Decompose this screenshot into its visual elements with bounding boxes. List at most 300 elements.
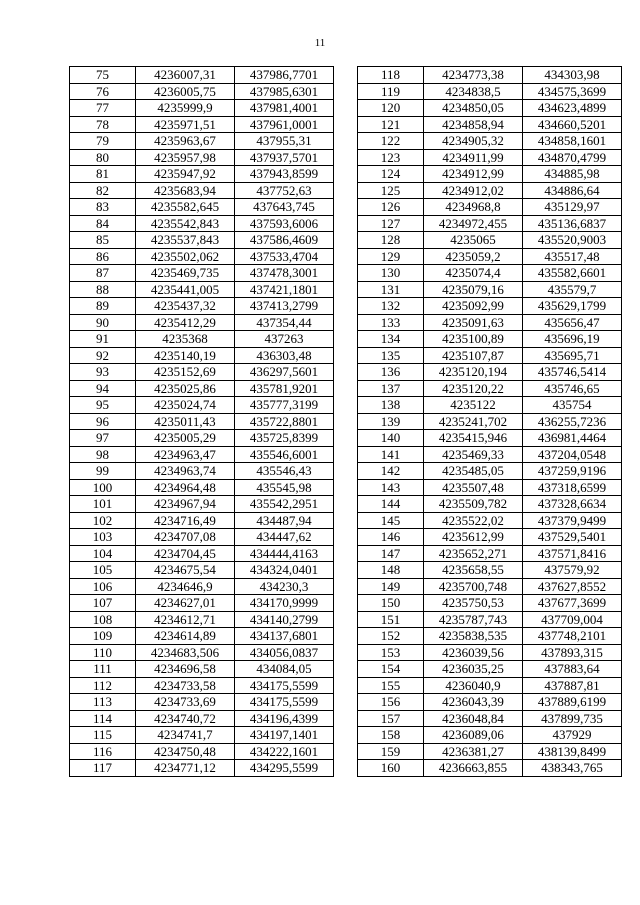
table-row <box>358 265 622 282</box>
y-coordinate-cell: 434137,6801 <box>235 628 334 645</box>
y-coordinate-cell: 437579,92 <box>523 562 622 579</box>
point-number-cell: 125 <box>358 182 424 199</box>
table-row <box>358 479 622 496</box>
point-number-cell: 118 <box>358 67 424 84</box>
point-number-cell: 97 <box>70 430 136 447</box>
point-number-cell: 156 <box>358 694 424 711</box>
y-coordinate-cell: 437354,44 <box>235 314 334 331</box>
point-number-cell: 140 <box>358 430 424 447</box>
table-row <box>358 529 622 546</box>
table-row <box>70 446 334 463</box>
point-number-cell: 151 <box>358 611 424 628</box>
y-coordinate-cell: 435754 <box>523 397 622 414</box>
y-coordinate-cell: 437529,5401 <box>523 529 622 546</box>
table-row <box>358 182 622 199</box>
point-number-cell: 139 <box>358 413 424 430</box>
point-number-cell: 113 <box>70 694 136 711</box>
point-number-cell: 126 <box>358 199 424 216</box>
table-row <box>358 347 622 364</box>
x-coordinate-cell: 4234773,38 <box>424 67 523 84</box>
x-coordinate-cell: 4235024,74 <box>136 397 235 414</box>
y-coordinate-cell: 434444,4163 <box>235 545 334 562</box>
table-row <box>70 496 334 513</box>
x-coordinate-cell: 4235787,743 <box>424 611 523 628</box>
table-row <box>358 463 622 480</box>
x-coordinate-cell: 4235750,53 <box>424 595 523 612</box>
x-coordinate-cell: 4236663,855 <box>424 760 523 777</box>
point-number-cell: 135 <box>358 347 424 364</box>
point-number-cell: 132 <box>358 298 424 315</box>
x-coordinate-cell: 4235658,55 <box>424 562 523 579</box>
x-coordinate-cell: 4234614,89 <box>136 628 235 645</box>
point-number-cell: 76 <box>70 83 136 100</box>
point-number-cell: 133 <box>358 314 424 331</box>
x-coordinate-cell: 4234905,32 <box>424 133 523 150</box>
table-row <box>358 397 622 414</box>
y-coordinate-cell: 437259,9196 <box>523 463 622 480</box>
y-coordinate-cell: 435781,9201 <box>235 380 334 397</box>
table-row <box>70 215 334 232</box>
point-number-cell: 119 <box>358 83 424 100</box>
y-coordinate-cell: 434886,64 <box>523 182 622 199</box>
y-coordinate-cell: 436255,7236 <box>523 413 622 430</box>
table-row <box>358 248 622 265</box>
point-number-cell: 138 <box>358 397 424 414</box>
y-coordinate-cell: 438343,765 <box>523 760 622 777</box>
table-row <box>70 545 334 562</box>
x-coordinate-cell: 4234850,05 <box>424 100 523 117</box>
x-coordinate-cell: 4235999,9 <box>136 100 235 117</box>
x-coordinate-cell: 4234771,12 <box>136 760 235 777</box>
y-coordinate-cell: 434885,98 <box>523 166 622 183</box>
table-row <box>358 83 622 100</box>
table-row <box>70 727 334 744</box>
point-number-cell: 93 <box>70 364 136 381</box>
table-row <box>358 413 622 430</box>
x-coordinate-cell: 4235100,89 <box>424 331 523 348</box>
y-coordinate-cell: 434084,05 <box>235 661 334 678</box>
y-coordinate-cell: 435545,98 <box>235 479 334 496</box>
point-number-cell: 121 <box>358 116 424 133</box>
table-row <box>70 595 334 612</box>
point-number-cell: 111 <box>70 661 136 678</box>
table-row <box>70 397 334 414</box>
point-number-cell: 148 <box>358 562 424 579</box>
x-coordinate-cell: 4235612,99 <box>424 529 523 546</box>
y-coordinate-cell: 434487,94 <box>235 512 334 529</box>
x-coordinate-cell: 4235437,32 <box>136 298 235 315</box>
y-coordinate-cell: 437961,0001 <box>235 116 334 133</box>
y-coordinate-cell: 434623,4899 <box>523 100 622 117</box>
x-coordinate-cell: 4234911,99 <box>424 149 523 166</box>
table-row <box>358 743 622 760</box>
point-number-cell: 142 <box>358 463 424 480</box>
point-number-cell: 105 <box>70 562 136 579</box>
y-coordinate-cell: 437937,5701 <box>235 149 334 166</box>
point-number-cell: 110 <box>70 644 136 661</box>
table-row <box>70 149 334 166</box>
x-coordinate-cell: 4234964,48 <box>136 479 235 496</box>
x-coordinate-cell: 4235412,29 <box>136 314 235 331</box>
table-row <box>70 694 334 711</box>
y-coordinate-cell: 437478,3001 <box>235 265 334 282</box>
table-row <box>70 83 334 100</box>
point-number-cell: 150 <box>358 595 424 612</box>
x-coordinate-cell: 4235838,535 <box>424 628 523 645</box>
table-row <box>358 562 622 579</box>
y-coordinate-cell: 434324,0401 <box>235 562 334 579</box>
point-number-cell: 106 <box>70 578 136 595</box>
x-coordinate-cell: 4234750,48 <box>136 743 235 760</box>
table-row <box>358 133 622 150</box>
x-coordinate-cell: 4235079,16 <box>424 281 523 298</box>
point-number-cell: 84 <box>70 215 136 232</box>
table-row <box>358 628 622 645</box>
x-coordinate-cell: 4234741,7 <box>136 727 235 744</box>
x-coordinate-cell: 4234963,74 <box>136 463 235 480</box>
table-row <box>358 446 622 463</box>
point-number-cell: 104 <box>70 545 136 562</box>
table-row <box>70 364 334 381</box>
x-coordinate-cell: 4234733,58 <box>136 677 235 694</box>
y-coordinate-cell: 437748,2101 <box>523 628 622 645</box>
x-coordinate-cell: 4235025,86 <box>136 380 235 397</box>
point-number-cell: 145 <box>358 512 424 529</box>
table-row <box>358 661 622 678</box>
point-number-cell: 124 <box>358 166 424 183</box>
table-row <box>70 199 334 216</box>
table-row <box>70 67 334 84</box>
table-row <box>358 166 622 183</box>
y-coordinate-cell: 437889,6199 <box>523 694 622 711</box>
x-coordinate-cell: 4235122 <box>424 397 523 414</box>
x-coordinate-cell: 4235120,22 <box>424 380 523 397</box>
x-coordinate-cell: 4235005,29 <box>136 430 235 447</box>
point-number-cell: 129 <box>358 248 424 265</box>
y-coordinate-cell: 437627,8552 <box>523 578 622 595</box>
y-coordinate-cell: 437943,8599 <box>235 166 334 183</box>
y-coordinate-cell: 434575,3699 <box>523 83 622 100</box>
y-coordinate-cell: 434222,1601 <box>235 743 334 760</box>
point-number-cell: 103 <box>70 529 136 546</box>
y-coordinate-cell: 435546,43 <box>235 463 334 480</box>
y-coordinate-cell: 437571,8416 <box>523 545 622 562</box>
y-coordinate-cell: 435629,1799 <box>523 298 622 315</box>
table-row <box>70 661 334 678</box>
y-coordinate-cell: 434858,1601 <box>523 133 622 150</box>
x-coordinate-cell: 4236381,27 <box>424 743 523 760</box>
x-coordinate-cell: 4235537,843 <box>136 232 235 249</box>
y-coordinate-cell: 437328,6634 <box>523 496 622 513</box>
table-row <box>70 644 334 661</box>
y-coordinate-cell: 436303,48 <box>235 347 334 364</box>
y-coordinate-cell: 437533,4704 <box>235 248 334 265</box>
point-number-cell: 89 <box>70 298 136 315</box>
y-coordinate-cell: 435136,6837 <box>523 215 622 232</box>
table-row <box>358 116 622 133</box>
y-coordinate-cell: 435520,9003 <box>523 232 622 249</box>
y-coordinate-cell: 435696,19 <box>523 331 622 348</box>
x-coordinate-cell: 4235700,748 <box>424 578 523 595</box>
table-row <box>70 463 334 480</box>
x-coordinate-cell: 4235092,99 <box>424 298 523 315</box>
y-coordinate-cell: 434870,4799 <box>523 149 622 166</box>
page-number: 11 <box>314 37 326 49</box>
x-coordinate-cell: 4236048,84 <box>424 710 523 727</box>
y-coordinate-cell: 434197,1401 <box>235 727 334 744</box>
y-coordinate-cell: 437986,7701 <box>235 67 334 84</box>
y-coordinate-cell: 437677,3699 <box>523 595 622 612</box>
point-number-cell: 117 <box>70 760 136 777</box>
x-coordinate-cell: 4234704,45 <box>136 545 235 562</box>
point-number-cell: 77 <box>70 100 136 117</box>
table-row <box>358 100 622 117</box>
point-number-cell: 83 <box>70 199 136 216</box>
x-coordinate-cell: 4235947,92 <box>136 166 235 183</box>
x-coordinate-cell: 4235065 <box>424 232 523 249</box>
table-row <box>70 430 334 447</box>
table-row <box>70 331 334 348</box>
point-number-cell: 112 <box>70 677 136 694</box>
x-coordinate-cell: 4234963,47 <box>136 446 235 463</box>
x-coordinate-cell: 4235059,2 <box>424 248 523 265</box>
point-number-cell: 122 <box>358 133 424 150</box>
table-row <box>358 512 622 529</box>
table-row <box>70 182 334 199</box>
x-coordinate-cell: 4236039,56 <box>424 644 523 661</box>
y-coordinate-cell: 434447,62 <box>235 529 334 546</box>
point-number-cell: 144 <box>358 496 424 513</box>
y-coordinate-cell: 437204,0548 <box>523 446 622 463</box>
y-coordinate-cell: 437752,63 <box>235 182 334 199</box>
table-row <box>358 595 622 612</box>
y-coordinate-cell: 437893,315 <box>523 644 622 661</box>
y-coordinate-cell: 435695,71 <box>523 347 622 364</box>
y-coordinate-cell: 437318,6599 <box>523 479 622 496</box>
point-number-cell: 101 <box>70 496 136 513</box>
y-coordinate-cell: 435722,8801 <box>235 413 334 430</box>
y-coordinate-cell: 435129,97 <box>523 199 622 216</box>
point-number-cell: 92 <box>70 347 136 364</box>
table-row <box>358 215 622 232</box>
y-coordinate-cell: 437899,735 <box>523 710 622 727</box>
x-coordinate-cell: 4236089,06 <box>424 727 523 744</box>
table-row <box>358 710 622 727</box>
x-coordinate-cell: 4235509,782 <box>424 496 523 513</box>
x-coordinate-cell: 4235415,946 <box>424 430 523 447</box>
y-coordinate-cell: 437887,81 <box>523 677 622 694</box>
y-coordinate-cell: 438139,8499 <box>523 743 622 760</box>
table-row <box>358 331 622 348</box>
y-coordinate-cell: 435725,8399 <box>235 430 334 447</box>
table-row <box>358 694 622 711</box>
table-row <box>70 116 334 133</box>
table-row <box>70 413 334 430</box>
table-row <box>70 710 334 727</box>
y-coordinate-cell: 434175,5599 <box>235 677 334 694</box>
x-coordinate-cell: 4235507,48 <box>424 479 523 496</box>
y-coordinate-cell: 437413,2799 <box>235 298 334 315</box>
point-number-cell: 134 <box>358 331 424 348</box>
x-coordinate-cell: 4235368 <box>136 331 235 348</box>
table-row <box>358 578 622 595</box>
table-row <box>70 512 334 529</box>
y-coordinate-cell: 437586,4609 <box>235 232 334 249</box>
point-number-cell: 160 <box>358 760 424 777</box>
point-number-cell: 154 <box>358 661 424 678</box>
x-coordinate-cell: 4235957,98 <box>136 149 235 166</box>
point-number-cell: 82 <box>70 182 136 199</box>
y-coordinate-cell: 437643,745 <box>235 199 334 216</box>
table-row <box>70 347 334 364</box>
point-number-cell: 153 <box>358 644 424 661</box>
x-coordinate-cell: 4236005,75 <box>136 83 235 100</box>
point-number-cell: 80 <box>70 149 136 166</box>
table-row <box>70 298 334 315</box>
x-coordinate-cell: 4235120,194 <box>424 364 523 381</box>
x-coordinate-cell: 4234912,02 <box>424 182 523 199</box>
table-row <box>358 545 622 562</box>
point-number-cell: 90 <box>70 314 136 331</box>
y-coordinate-cell: 437421,1801 <box>235 281 334 298</box>
y-coordinate-cell: 435582,6601 <box>523 265 622 282</box>
point-number-cell: 128 <box>358 232 424 249</box>
table-row <box>70 314 334 331</box>
x-coordinate-cell: 4235542,843 <box>136 215 235 232</box>
x-coordinate-cell: 4234967,94 <box>136 496 235 513</box>
point-number-cell: 147 <box>358 545 424 562</box>
point-number-cell: 120 <box>358 100 424 117</box>
x-coordinate-cell: 4235963,67 <box>136 133 235 150</box>
point-number-cell: 114 <box>70 710 136 727</box>
y-coordinate-cell: 436297,5601 <box>235 364 334 381</box>
x-coordinate-cell: 4235522,02 <box>424 512 523 529</box>
y-coordinate-cell: 437593,6006 <box>235 215 334 232</box>
x-coordinate-cell: 4234707,08 <box>136 529 235 546</box>
y-coordinate-cell: 434295,5599 <box>235 760 334 777</box>
x-coordinate-cell: 4235469,735 <box>136 265 235 282</box>
point-number-cell: 100 <box>70 479 136 496</box>
y-coordinate-cell: 435746,5414 <box>523 364 622 381</box>
y-coordinate-cell: 434175,5599 <box>235 694 334 711</box>
x-coordinate-cell: 4234612,71 <box>136 611 235 628</box>
point-number-cell: 79 <box>70 133 136 150</box>
point-number-cell: 96 <box>70 413 136 430</box>
y-coordinate-cell: 437883,64 <box>523 661 622 678</box>
table-row <box>358 727 622 744</box>
table-row <box>70 562 334 579</box>
y-coordinate-cell: 435656,47 <box>523 314 622 331</box>
y-coordinate-cell: 434230,3 <box>235 578 334 595</box>
x-coordinate-cell: 4234912,99 <box>424 166 523 183</box>
x-coordinate-cell: 4234675,54 <box>136 562 235 579</box>
y-coordinate-cell: 435777,3199 <box>235 397 334 414</box>
x-coordinate-cell: 4236043,39 <box>424 694 523 711</box>
point-number-cell: 123 <box>358 149 424 166</box>
table-row <box>358 281 622 298</box>
table-row <box>358 496 622 513</box>
y-coordinate-cell: 437263 <box>235 331 334 348</box>
y-coordinate-cell: 434056,0837 <box>235 644 334 661</box>
table-row <box>70 760 334 777</box>
x-coordinate-cell: 4234733,69 <box>136 694 235 711</box>
x-coordinate-cell: 4236035,25 <box>424 661 523 678</box>
x-coordinate-cell: 4235971,51 <box>136 116 235 133</box>
table-row <box>70 628 334 645</box>
y-coordinate-cell: 437955,31 <box>235 133 334 150</box>
table-row <box>70 529 334 546</box>
table-row <box>358 364 622 381</box>
x-coordinate-cell: 4235469,33 <box>424 446 523 463</box>
point-number-cell: 141 <box>358 446 424 463</box>
table-row <box>358 760 622 777</box>
table-row <box>70 166 334 183</box>
x-coordinate-cell: 4235241,702 <box>424 413 523 430</box>
table-row <box>358 67 622 84</box>
point-number-cell: 85 <box>70 232 136 249</box>
table-row <box>358 314 622 331</box>
point-number-cell: 155 <box>358 677 424 694</box>
y-coordinate-cell: 435542,2951 <box>235 496 334 513</box>
point-number-cell: 131 <box>358 281 424 298</box>
table-row <box>70 248 334 265</box>
table-row <box>358 644 622 661</box>
point-number-cell: 152 <box>358 628 424 645</box>
x-coordinate-cell: 4234968,8 <box>424 199 523 216</box>
point-number-cell: 75 <box>70 67 136 84</box>
table-row <box>358 298 622 315</box>
x-coordinate-cell: 4235502,062 <box>136 248 235 265</box>
x-coordinate-cell: 4236040,9 <box>424 677 523 694</box>
table-row <box>70 578 334 595</box>
y-coordinate-cell: 437985,6301 <box>235 83 334 100</box>
x-coordinate-cell: 4235107,87 <box>424 347 523 364</box>
x-coordinate-cell: 4235441,005 <box>136 281 235 298</box>
coordinates-table-right <box>357 66 622 777</box>
point-number-cell: 99 <box>70 463 136 480</box>
x-coordinate-cell: 4236007,31 <box>136 67 235 84</box>
x-coordinate-cell: 4235091,63 <box>424 314 523 331</box>
point-number-cell: 102 <box>70 512 136 529</box>
x-coordinate-cell: 4235152,69 <box>136 364 235 381</box>
table-row <box>358 611 622 628</box>
point-number-cell: 116 <box>70 743 136 760</box>
point-number-cell: 149 <box>358 578 424 595</box>
x-coordinate-cell: 4235683,94 <box>136 182 235 199</box>
y-coordinate-cell: 437981,4001 <box>235 100 334 117</box>
y-coordinate-cell: 437929 <box>523 727 622 744</box>
point-number-cell: 158 <box>358 727 424 744</box>
y-coordinate-cell: 434303,98 <box>523 67 622 84</box>
table-row <box>358 677 622 694</box>
point-number-cell: 143 <box>358 479 424 496</box>
point-number-cell: 127 <box>358 215 424 232</box>
table-row <box>70 281 334 298</box>
table-row <box>358 380 622 397</box>
point-number-cell: 86 <box>70 248 136 265</box>
table-row <box>70 479 334 496</box>
x-coordinate-cell: 4235011,43 <box>136 413 235 430</box>
y-coordinate-cell: 435546,6001 <box>235 446 334 463</box>
table-row <box>70 743 334 760</box>
table-row <box>70 232 334 249</box>
table-row <box>70 265 334 282</box>
x-coordinate-cell: 4234716,49 <box>136 512 235 529</box>
x-coordinate-cell: 4234627,01 <box>136 595 235 612</box>
y-coordinate-cell: 435517,48 <box>523 248 622 265</box>
point-number-cell: 115 <box>70 727 136 744</box>
x-coordinate-cell: 4235485,05 <box>424 463 523 480</box>
